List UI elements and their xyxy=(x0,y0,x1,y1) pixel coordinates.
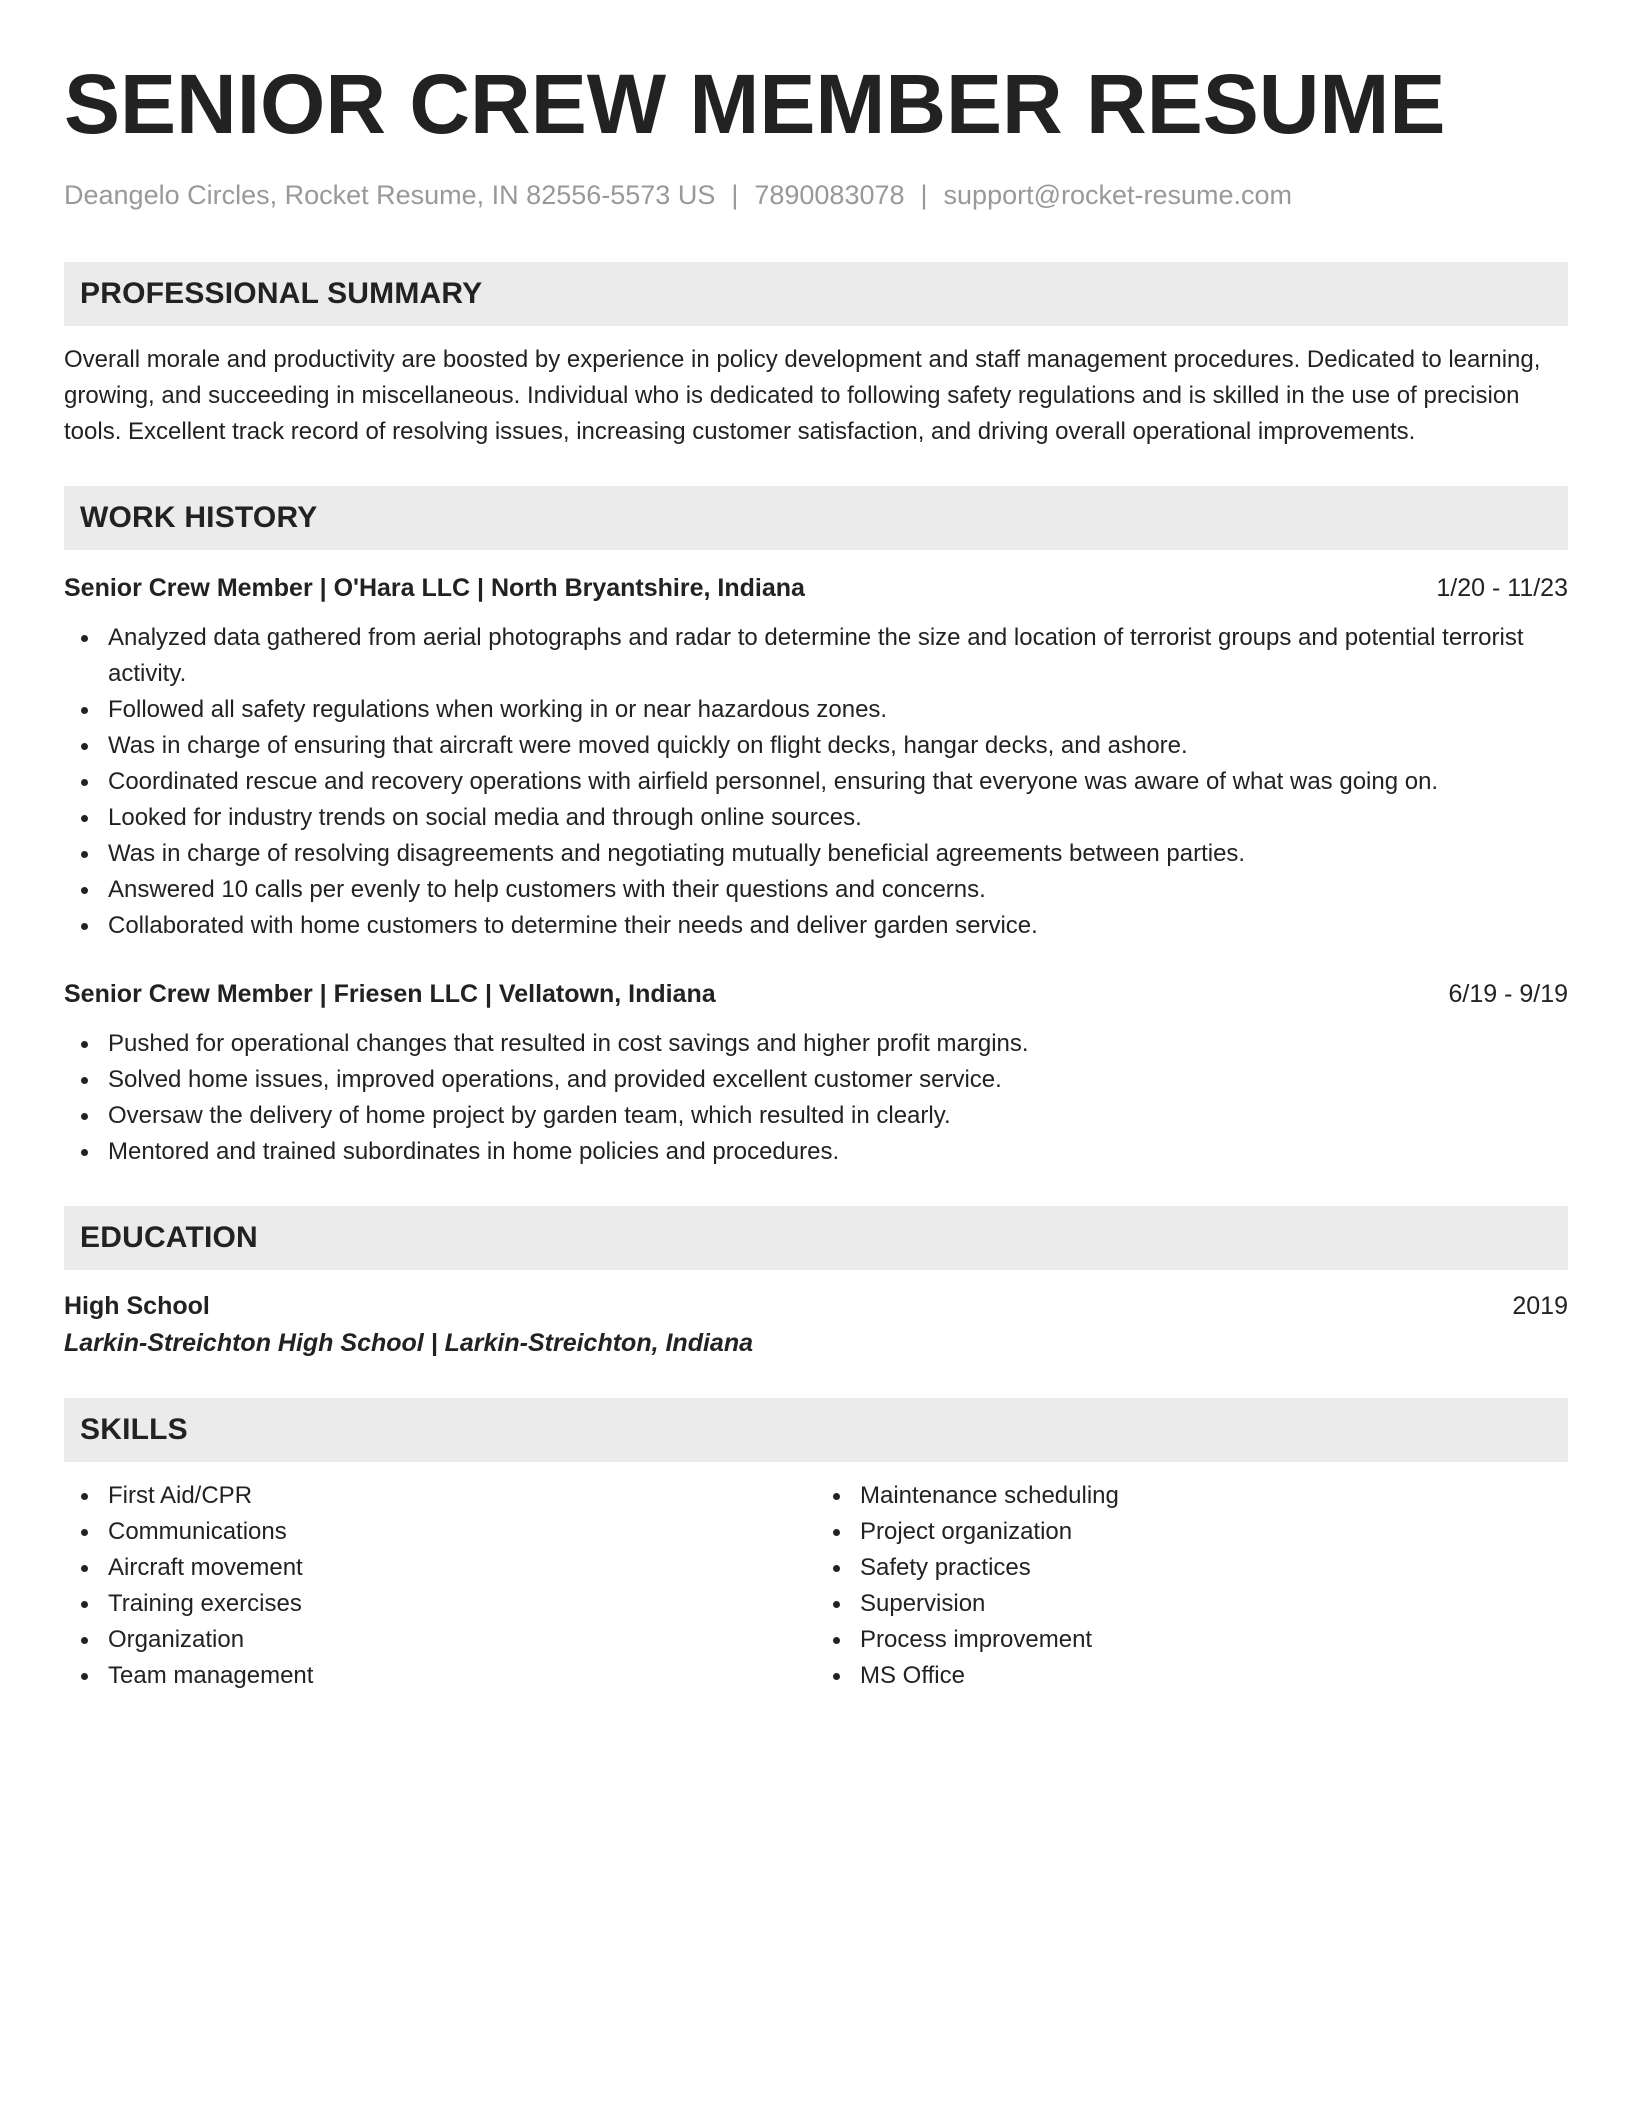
summary-heading: PROFESSIONAL SUMMARY xyxy=(80,277,483,310)
job-bullet: Mentored and trained subordinates in home policies and procedures. xyxy=(108,1134,1568,1170)
contact-separator: | xyxy=(731,180,739,210)
skills-list xyxy=(64,1478,1568,1694)
work-section-header xyxy=(64,486,1568,550)
job-dates: 1/20 - 11/23 xyxy=(1436,574,1568,602)
summary-section-header xyxy=(64,262,1568,326)
job-dates: 6/19 - 9/19 xyxy=(1448,980,1568,1008)
resume-title: SENIOR CREW MEMBER RESUME xyxy=(64,57,1446,151)
skill-item: Aircraft movement xyxy=(108,1550,816,1586)
skill-item: Team management xyxy=(108,1658,816,1694)
job-entry xyxy=(64,976,1568,1170)
job-title: Senior Crew Member | O'Hara LLC | North Bryantshire, Indiana xyxy=(64,574,805,602)
skill-item: Safety practices xyxy=(860,1550,1568,1586)
skill-item: Training exercises xyxy=(108,1586,816,1622)
job-bullet: Solved home issues, improved operations, and provided excellent customer service. xyxy=(108,1062,1568,1098)
job-bullet: Pushed for operational changes that resulted in cost savings and higher profit margins. xyxy=(108,1026,1568,1062)
job-bullet: Was in charge of resolving disagreements and negotiating mutually beneficial agreements between parties. xyxy=(108,836,1568,872)
education-degree: High School xyxy=(64,1292,210,1320)
skills-heading: SKILLS xyxy=(80,1413,188,1446)
skill-item: Supervision xyxy=(860,1586,1568,1622)
education-header xyxy=(64,1288,1568,1324)
skill-item: MS Office xyxy=(860,1658,1568,1694)
skill-item: Communications xyxy=(108,1514,816,1550)
contact-phone: 7890083078 xyxy=(754,180,905,210)
contact-line xyxy=(64,178,1568,212)
contact-email: support@rocket-resume.com xyxy=(943,180,1293,210)
job-bullet: Coordinated rescue and recovery operations with airfield personnel, ensuring that everyone was aware of what was going on. xyxy=(108,764,1568,800)
skill-item: First Aid/CPR xyxy=(108,1478,816,1514)
job-bullet: Analyzed data gathered from aerial photographs and radar to determine the size and location of terrorist groups and potential terrorist activity. xyxy=(108,620,1568,692)
job-bullet: Was in charge of ensuring that aircraft were moved quickly on flight decks, hangar decks, and ashore. xyxy=(108,728,1568,764)
job-bullet: Oversaw the delivery of home project by garden team, which resulted in clearly. xyxy=(108,1098,1568,1134)
education-school: Larkin-Streichton High School | Larkin-Streichton, Indiana xyxy=(64,1329,754,1357)
job-title: Senior Crew Member | Friesen LLC | Vellatown, Indiana xyxy=(64,980,716,1008)
summary-text: Overall morale and productivity are boosted by experience in policy development and staff management procedures. Dedicated to learning, growing, and succeeding in miscellaneous. Individual who is dedicated to following safety regulations and is skilled in the use of precision tools. Excellent track record of resolving issues, increasing customer satisfaction, and driving overall operational improvements. xyxy=(64,346,1541,445)
education-year: 2019 xyxy=(1512,1292,1568,1320)
skills-section-header xyxy=(64,1398,1568,1462)
contact-separator: | xyxy=(920,180,928,210)
job-entry xyxy=(64,570,1568,944)
job-bullet: Followed all safety regulations when working in or near hazardous zones. xyxy=(108,692,1568,728)
skill-item: Organization xyxy=(108,1622,816,1658)
job-bullets xyxy=(64,620,1568,944)
job-bullet: Answered 10 calls per evenly to help customers with their questions and concerns. xyxy=(108,872,1568,908)
skill-item: Project organization xyxy=(860,1514,1568,1550)
skill-item: Maintenance scheduling xyxy=(860,1478,1568,1514)
skills-column-right xyxy=(816,1478,1568,1694)
contact-address: Deangelo Circles, Rocket Resume, IN 82556-5573 US xyxy=(64,180,716,210)
skill-item: Process improvement xyxy=(860,1622,1568,1658)
skills-column-left xyxy=(64,1478,816,1694)
job-bullet: Collaborated with home customers to determine their needs and deliver garden service. xyxy=(108,908,1568,944)
job-bullets xyxy=(64,1026,1568,1170)
job-bullet: Looked for industry trends on social media and through online sources. xyxy=(108,800,1568,836)
education-section-header xyxy=(64,1206,1568,1270)
education-entry xyxy=(64,1288,1568,1362)
work-heading: WORK HISTORY xyxy=(80,501,318,534)
education-heading: EDUCATION xyxy=(80,1221,258,1254)
job-header xyxy=(64,570,1568,606)
job-header xyxy=(64,976,1568,1012)
